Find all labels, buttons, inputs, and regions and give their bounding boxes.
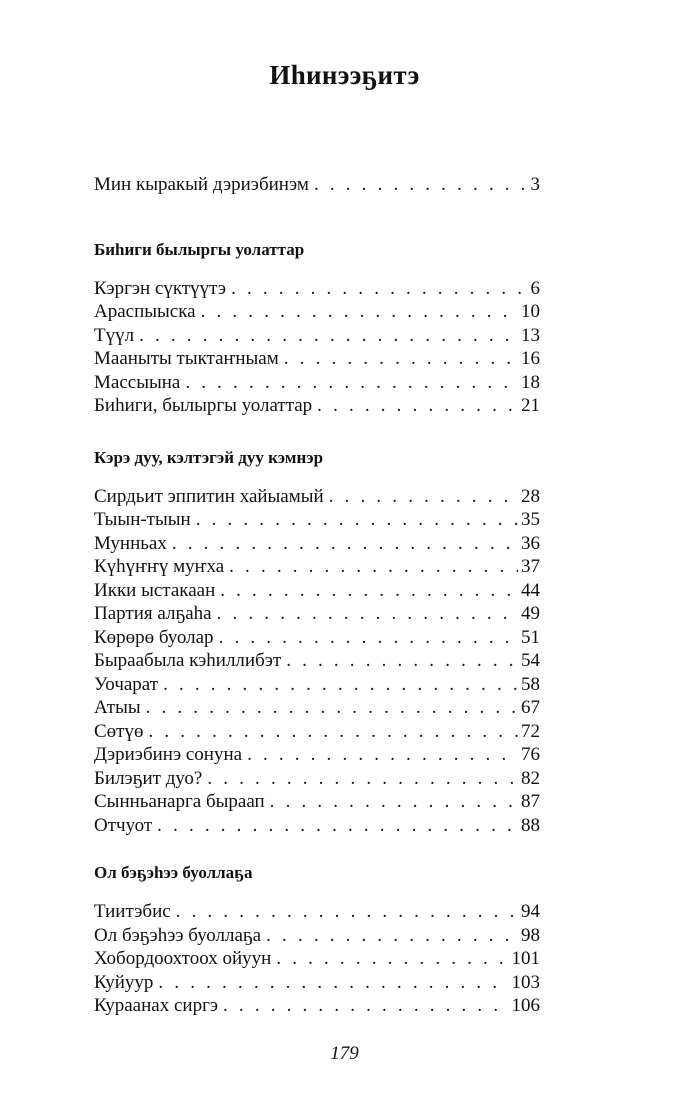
toc-entry-title: Атыы xyxy=(94,697,141,718)
dot-leader xyxy=(201,300,518,324)
toc-entry-title: Сынньанарга быраап xyxy=(94,791,265,812)
dot-leader xyxy=(207,767,518,791)
toc-entry-title: Быраабыла кэһиллибэт xyxy=(94,650,282,671)
toc-entry[interactable] xyxy=(94,720,540,744)
toc-entry-title: Биһиги, былыргы уолаттар xyxy=(94,395,313,416)
toc-entry-page: 18 xyxy=(521,371,540,393)
dot-leader xyxy=(163,673,518,697)
dot-leader xyxy=(158,971,508,995)
dot-leader xyxy=(247,743,518,767)
dot-leader xyxy=(185,371,518,395)
dot-leader xyxy=(148,720,518,744)
toc-entry-title: Тыын-тыын xyxy=(94,509,191,530)
toc-entry-page: 37 xyxy=(521,556,540,577)
toc-entry-page: 103 xyxy=(511,971,540,993)
toc-entry-page: 88 xyxy=(521,814,540,836)
dot-leader xyxy=(217,602,518,626)
toc-entry[interactable] xyxy=(94,767,540,791)
toc-entry-page: 16 xyxy=(521,348,540,369)
toc-entry-page: 6 xyxy=(530,277,540,299)
toc-entry-title: Кураанах сиргэ xyxy=(94,995,219,1016)
toc-entry-title: Сөтүө xyxy=(94,720,144,742)
toc-entry-title: Куйуур xyxy=(94,971,154,993)
toc-entry-title: Түүл xyxy=(94,324,135,346)
toc-entry-title: Кэргэн сүктүүтэ xyxy=(94,277,227,299)
page-title: Иһинээҕитэ xyxy=(269,60,420,90)
dot-leader xyxy=(196,508,518,532)
toc-entry-title: Билэҕит дуо? xyxy=(94,767,203,789)
toc-entry-title: Уочарат xyxy=(94,673,159,695)
toc-entry-page: 98 xyxy=(521,924,540,946)
toc-entry-page: 67 xyxy=(521,697,540,718)
toc-entry-page: 10 xyxy=(521,301,540,322)
dot-leader xyxy=(223,994,508,1018)
toc-entry-title: Күһүҥҥү муҥха xyxy=(94,556,225,577)
toc-entry-page: 87 xyxy=(521,791,540,812)
toc-entry[interactable] xyxy=(94,555,540,579)
dot-leader xyxy=(139,324,518,348)
toc-entry[interactable] xyxy=(94,924,540,948)
toc-entry-title: Икки ыстакаан xyxy=(94,579,216,601)
toc-entry-page: 51 xyxy=(521,626,540,648)
toc-entry[interactable] xyxy=(94,602,540,626)
toc-entry-page: 76 xyxy=(521,744,540,765)
toc-entry-title: Мааныты тыктаҥныам xyxy=(94,348,279,369)
dot-leader xyxy=(329,485,518,509)
dot-leader xyxy=(286,649,518,673)
toc-entry[interactable] xyxy=(94,790,540,814)
toc-entry-title: Массыына xyxy=(94,371,181,393)
dot-leader xyxy=(276,947,508,971)
dot-leader xyxy=(220,579,518,603)
toc-entry-title: Көрөрө буолар xyxy=(94,626,214,648)
toc-entry[interactable] xyxy=(94,900,540,924)
toc-entry[interactable] xyxy=(94,485,540,509)
toc-entry[interactable] xyxy=(94,743,540,767)
toc-entry-page: 13 xyxy=(521,324,540,346)
toc-entry[interactable] xyxy=(94,994,540,1018)
page-number: 179 xyxy=(330,1043,359,1064)
toc-entry-page: 82 xyxy=(521,767,540,789)
table-of-contents xyxy=(94,173,540,1018)
toc-entry-page: 54 xyxy=(521,650,540,671)
toc-entry-title: Мунньах xyxy=(94,532,167,554)
dot-leader xyxy=(229,555,518,579)
toc-entry-page: 3 xyxy=(530,174,540,195)
toc-entry-page: 28 xyxy=(521,485,540,507)
toc-entry-page: 72 xyxy=(521,720,540,742)
toc-entry-page: 35 xyxy=(521,509,540,530)
toc-entry[interactable] xyxy=(94,371,540,395)
toc-entry[interactable] xyxy=(94,814,540,838)
toc-entry-title: Сирдьит эппитин хайыамый xyxy=(94,485,324,507)
toc-entry-title: Араспыыска xyxy=(94,301,196,322)
dot-leader xyxy=(176,900,518,924)
toc-entry[interactable] xyxy=(94,579,540,603)
dot-leader xyxy=(314,173,528,197)
toc-entry[interactable] xyxy=(94,696,540,720)
dot-leader xyxy=(146,696,518,720)
toc-entry-page: 101 xyxy=(511,948,540,969)
toc-entry[interactable] xyxy=(94,508,540,532)
toc-entry-intro[interactable] xyxy=(94,173,540,197)
section-heading-1: Биһиги былыргы уолаттар xyxy=(94,239,305,259)
section-heading-2: Кэрэ дуу, кэлтэгэй дуу кэмнэр xyxy=(94,447,324,467)
dot-leader xyxy=(266,924,518,948)
dot-leader xyxy=(284,347,518,371)
toc-entry-title: Мин кыракый дэриэбинэм xyxy=(94,174,309,195)
dot-leader xyxy=(172,532,518,556)
toc-entry[interactable] xyxy=(94,626,540,650)
dot-leader xyxy=(231,277,527,301)
toc-entry[interactable] xyxy=(94,277,540,301)
toc-entry-page: 58 xyxy=(521,673,540,695)
toc-entry[interactable] xyxy=(94,971,540,995)
toc-entry-page: 36 xyxy=(521,532,540,554)
toc-entry-page: 21 xyxy=(521,395,540,416)
toc-entry-title: Партия алҕаһа xyxy=(94,603,212,624)
toc-entry[interactable] xyxy=(94,347,540,371)
toc-entry-title: Отчуот xyxy=(94,814,153,836)
toc-entry[interactable] xyxy=(94,532,540,556)
toc-entry-title: Дэриэбинэ сонуна xyxy=(94,744,243,765)
dot-leader xyxy=(270,790,518,814)
dot-leader xyxy=(317,394,518,418)
section-heading-3: Ол бэҕэһээ буоллаҕа xyxy=(94,863,253,882)
toc-entry-title: Тиитэбис xyxy=(94,901,171,922)
toc-entry-page: 44 xyxy=(521,579,540,601)
toc-entry-page: 49 xyxy=(521,603,540,624)
toc-entry-page: 106 xyxy=(511,995,540,1016)
toc-entry[interactable] xyxy=(94,324,540,348)
toc-entry-title: Хобордоохтоох ойуун xyxy=(94,948,272,969)
toc-entry[interactable] xyxy=(94,394,540,418)
dot-leader xyxy=(157,814,518,838)
toc-entry[interactable] xyxy=(94,300,540,324)
toc-entry-page: 94 xyxy=(521,901,540,922)
toc-entry[interactable] xyxy=(94,673,540,697)
toc-entry[interactable] xyxy=(94,649,540,673)
toc-entry-title: Ол бэҕэһээ буоллаҕа xyxy=(94,924,262,946)
dot-leader xyxy=(219,626,518,650)
toc-entry[interactable] xyxy=(94,947,540,971)
